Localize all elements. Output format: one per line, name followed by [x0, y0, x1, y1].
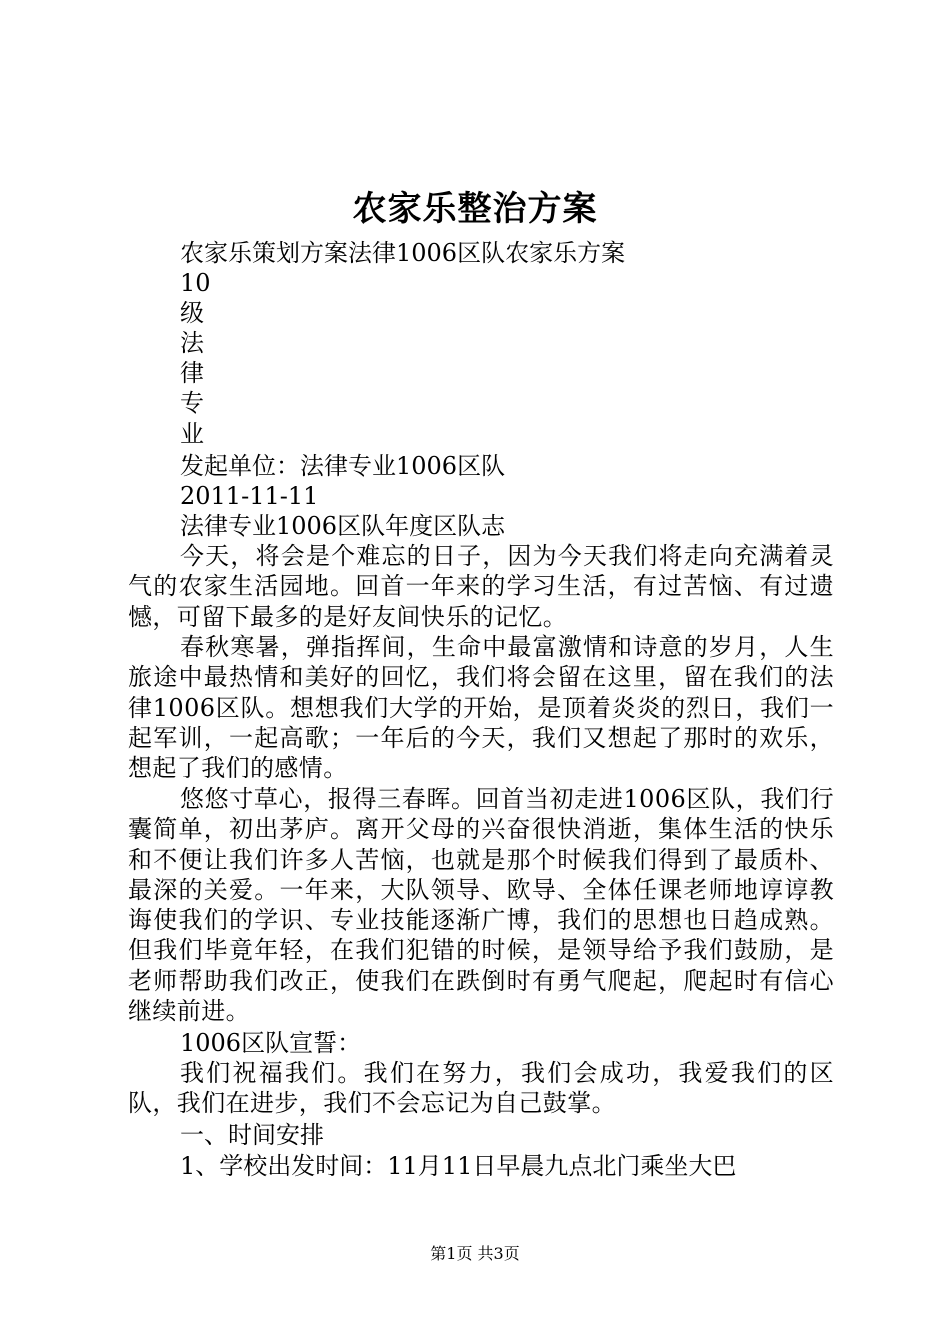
journal-title: 法律专业1006区队年度区队志 — [180, 512, 506, 540]
vertical-line-3: 法 — [180, 329, 204, 357]
vertical-line-5: 专 — [180, 389, 204, 417]
page-footer: 第1页 共3页 — [430, 1244, 520, 1263]
document-title: 农家乐整治方案 — [352, 189, 598, 229]
vertical-line-1: 10 — [180, 269, 211, 297]
vertical-line-2: 级 — [180, 299, 204, 327]
oath-label: 1006区队宣誓： — [180, 1029, 362, 1057]
document-subtitle: 农家乐策划方案法律1006区队农家乐方案 — [180, 239, 626, 267]
section-heading: 一、时间安排 — [180, 1121, 324, 1149]
paragraph-1: 今天，将会是个难忘的日子，因为今天我们将走向充满着灵气的农家生活园地。回首一年来的学习生活，有过苦恼、有过遗憾，可留下最多的是好友间快乐的记忆。 — [128, 542, 834, 631]
paragraph-2: 春秋寒暑，弹指挥间，生命中最富激情和诗意的岁月，人生旅途中最热情和美好的回忆，我们将会留在这里，留在我们的法律1006区队。想想我们大学的开始，是顶着炎炎的烈日，我们一起军训，一起高歌；一年后的今天，我们又想起了那时的欢乐，想起了我们的感情。 — [128, 633, 834, 783]
schedule-item: 1、学校出发时间：11月11日早晨九点北门乘坐大巴 — [180, 1152, 737, 1180]
oath-text: 我们祝福我们。我们在努力，我们会成功，我爱我们的区队，我们在进步，我们不会忘记为自己鼓掌。 — [128, 1059, 834, 1118]
paragraph-3: 悠悠寸草心，报得三春晖。回首当初走进1006区队，我们行囊简单，初出茅庐。离开父母的兴奋很快消逝，集体生活的快乐和不便让我们许多人苦恼，也就是那个时候我们得到了最质朴、最深的关爱。一年来，大队领导、欧导、全体任课老师地谆谆教诲使我们的学识、专业技能逐渐广博，我们的思想也日趋成熟。但我们毕竟年轻，在我们犯错的时候，是领导给予我们鼓励，是老师帮助我们改正，使我们在跌倒时有勇气爬起，爬起时有信心继续前进。 — [128, 785, 834, 1026]
date-line: 2011-11-11 — [180, 482, 319, 510]
sponsor-line: 发起单位：法律专业1006区队 — [180, 452, 506, 480]
vertical-line-6: 业 — [180, 420, 204, 448]
vertical-line-4: 律 — [180, 359, 204, 387]
